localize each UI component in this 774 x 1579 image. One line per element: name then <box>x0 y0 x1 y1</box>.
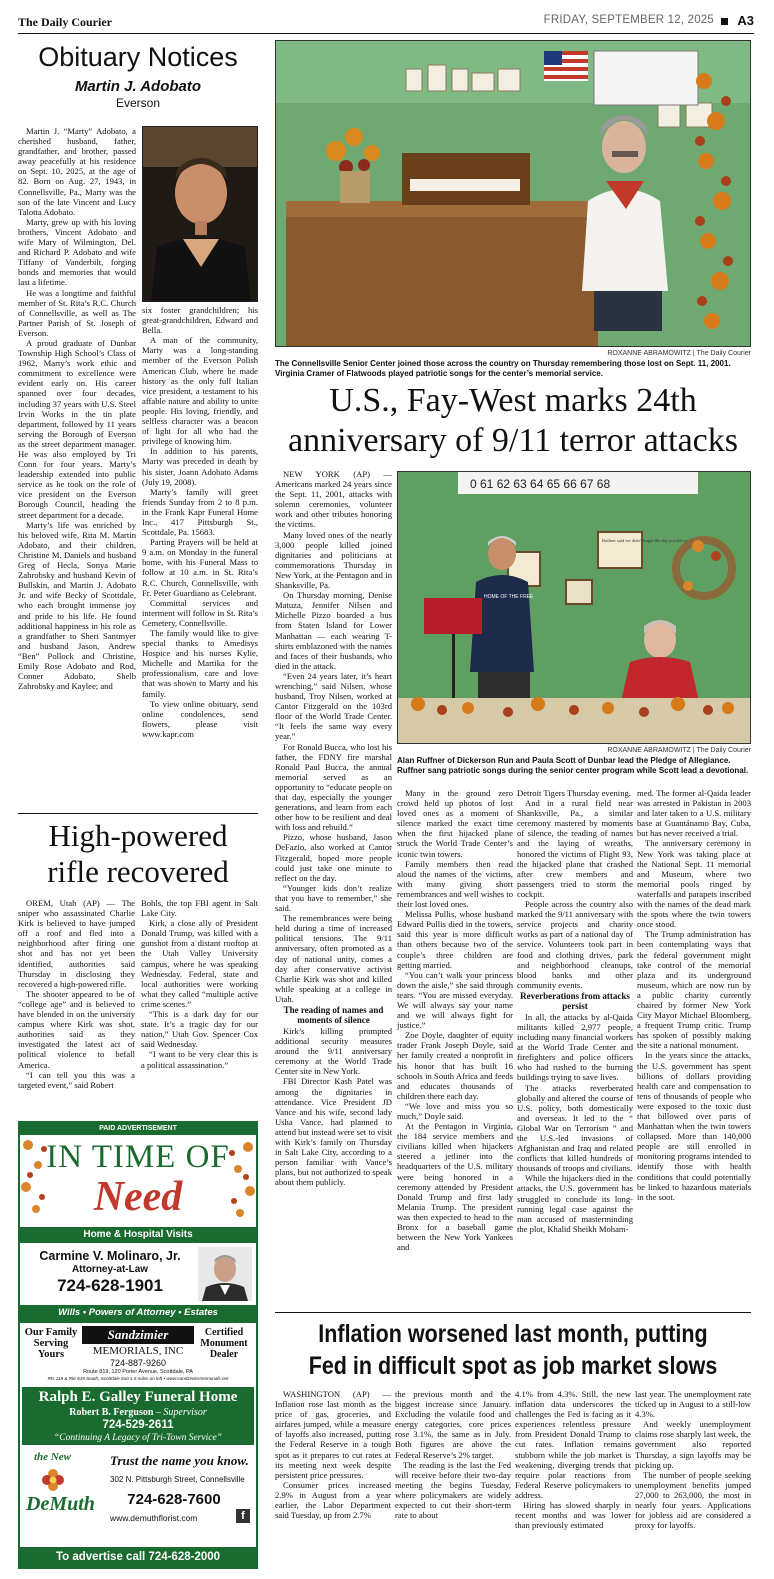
sandzimier-left: Our Family Serving Yours <box>24 1327 78 1360</box>
paragraph: The reading is the last the Fed will receive before their two-day meeting the begins Tuesday, where policymakers are widely expected to cut their short-term rate to about <box>395 1459 511 1521</box>
paragraph: OREM, Utah (AP) — The sniper who assassinated Charlie Kirk is believed to have jumped off a roof and fled into a neighborhood after firing one shot and has not yet been identified, authorities said Thursday in disclosing they recovered a high-powered rifle. <box>18 898 135 989</box>
home-visits-bar: Home & Hospital Visits <box>20 1227 256 1243</box>
paragraph: Kirk, a close ally of President Donald Trump, was killed with a gunshot from a distant rooftop at the Utah Valley University campus, where he was speaking Wednesday. Federal, state and local authorities were working what they called “multiple active crime scenes.” <box>141 918 258 1009</box>
lawyer-title: Attorney-at-Law <box>71 1264 149 1275</box>
galley-supervisor-line <box>22 1407 254 1418</box>
paragraph: Many in the ground zero crowd held up photos of lost loved ones as a moment of silence marked the exact time when the first hijacked plane struck the World Trade Center’s iconic twin towers. <box>397 788 513 859</box>
paragraph: Family members then read aloud the names of the victims, with many giving short remembrances and well wishes to their lost loved ones. <box>397 858 513 910</box>
flag-icon <box>544 51 588 81</box>
inflation-col3 <box>515 1389 631 1530</box>
paragraph: The Trump administration has been contemplating ways that the federal government might take control of the memorial plaza and its underground museum, which are now run by a public charity currently chaired by former New York City Mayor Michael Bloomberg, a frequent Trump critic. Trump has spoken of possibly making the site a national monument. <box>637 929 751 1051</box>
demuth-address: 302 N. Pittsburgh Street, Connellsville <box>110 1475 245 1484</box>
paragraph: “This is a dark day for our state. It’s a tragic day for our nation,” Utah Gov. Spencer Cox said Wednesday. <box>141 1009 258 1050</box>
obituary-col1 <box>18 126 136 691</box>
lawyer-portrait <box>198 1247 252 1301</box>
masthead-rule <box>18 33 754 34</box>
paragraph: “Younger kids don’t realize that you have to remember,” she said. <box>275 882 392 914</box>
paragraph: Detroit Tigers Thursday evening. <box>517 788 631 798</box>
demuth-phone[interactable]: 724-628-7600 <box>127 1491 221 1508</box>
demuth-tagline: Trust the name you know. <box>110 1453 249 1468</box>
section-divider <box>18 813 258 814</box>
page-number: A3 <box>737 13 754 28</box>
galley-ad <box>20 1385 256 1447</box>
demuth-web[interactable]: www.demuthflorist.com <box>110 1513 198 1523</box>
galley-name: Ralph E. Galley Funeral Home <box>38 1389 238 1405</box>
paragraph: Parting Prayers will be held at 9 a.m. on Monday in the funeral home, with his Funeral Mass to follow at 10 a.m. in St. Rita’s R.C. Church, Connellsville, with Fr. Peter Guardiano as Celebrant. <box>142 537 258 598</box>
paragraph: He was a longtime and faithful member of St. Rita’s R.C. Church of Connellsville, as well as The Partner Parish of St. Joseph of Everson. <box>18 287 136 338</box>
paragraph: A man of the community, Marty was a long-standing member of the Everson Polish American Club, where he made history as the only full Italian vice president, a testament to his affable nature and ability to unite people. His loving, friendly, and selfless character was a beacon of light for all who had the privilege of knowing him. <box>142 335 258 447</box>
masthead <box>18 12 754 32</box>
galley-phone[interactable]: 724-529-2611 <box>102 1419 174 1431</box>
paragraph: The shooter appeared to be of “college age” and is believed to have blended in on the university campus where Kirk was shot, authorities said as they investigated the latest act of political violence to befall America. <box>18 988 135 1070</box>
paragraph: Hiring has slowed sharply in recent months and was lower than previously estimated <box>515 1500 631 1531</box>
obituary-section <box>18 40 258 810</box>
paragraph: The attacks reverberated globally and altered the course of U.S. policy, both domestically and overseas. It led to the “ Global War on Terrorism ” and the U.S.-led invasions of Afghanistan and Iraq and related conflicts that killed hundreds of thousands of troops and civilians. <box>517 1082 633 1174</box>
inflation-headline: Inflation worsened last month, putting Fed in difficult spot as job market slows <box>308 1320 718 1380</box>
obituary-town: Everson <box>115 96 161 110</box>
lawyer-name: Carmine V. Molinaro, Jr. <box>39 1249 181 1263</box>
paragraph: In addition to his parents, Marty was preceded in death by his sister, Joann Adobato Adams (July 19, 2008). <box>142 446 258 487</box>
paragraph: Marty’s life was enriched by his beloved wife, Rita M. Martin Adobato, and their children, Christine M. Daniels and husband Greg of Hecla, Sonya Marie Zahrobsky and husband Kevin of Bullskin, and Martin J. Adobato Jr. and wife Becky of Scottdale, who each brought immense joy and pride to his life. He found additional happiness in his role as a grandfather to Sheri Santmyer and husband Jason, Andrew “Ben” Pollock and Christine, Emily Rose Adobato and Rod, Conner Adobato, Shelb Zahrobsky and Kaylee; and <box>18 519 136 692</box>
flower-icon <box>38 1465 68 1495</box>
subhead: Reverberations from attacks persist <box>520 990 630 1011</box>
paragraph: Melissa Pullis, whose husband Edward Pullis died in the towers, said this year is more difficult than others because two of the couple’s three children are getting married. <box>397 909 513 970</box>
paid-ad-banner: PAID ADVERTISEMENT <box>20 1123 256 1135</box>
paragraph: NEW YORK (AP) — Americans marked 24 years since the Sept. 11, 2001, attacks with solemn ceremonies, volunteer work and other tributes honoring the victims. <box>275 469 392 530</box>
obituary-col2 <box>142 305 258 739</box>
paragraph: In all, the attacks by al-Qaida militants killed 2,977 people, including many financial workers at the World Trade Center and firefighters and police officers who had rushed to the burning buildings trying to save lives. <box>517 1011 633 1083</box>
paragraph: Committal services and interment will follow in St. Rita’s Cemetery, Connellsville. <box>142 597 258 628</box>
galley-supervisor-title: – Supervisor <box>155 1407 207 1418</box>
paragraph: At the Pentagon in Virginia, the 184 service members and civilians killed when hijackers steered a jetliner into the headquarters of the U.S. military were being honored in a ceremony attended by President Donald Trump and first lady Melania Trump. The president was then expected to head to the Bronx for a baseball game between the New York Yankees and <box>397 1121 513 1253</box>
paragraph: Marty’s family will greet friends Sunday from 2 to 8 p.m. in the Frank Kapr Funeral Home Inc., 417 Pittsburgh St., Scottdale, Pa. 15683. <box>142 486 258 538</box>
sandzimier-phone[interactable]: 724-887-9260 <box>109 1358 167 1368</box>
rifle-col2 <box>141 898 258 1070</box>
demuth-logo: DeMuth <box>26 1493 95 1515</box>
inflation-col2 <box>395 1389 511 1520</box>
shirt-text: HOME OF THE FREE <box>484 594 534 600</box>
paragraph: FBI Director Kash Patel was among the dignitaries in attendance. Vice President JD Vance and his wife, second lady Usha Vance, had planned to attend but instead were set to visit with Kirk’s family on Thursday in Salt Lake City, according to a person familiar with Vance’s plans, but not authorized to speak about them publicly. <box>275 1076 392 1188</box>
advertisement-block <box>18 1121 258 1569</box>
paragraph: Kirk’s killing prompted additional security measures around the 9/11 anniversary ceremony at the World Trade Center site in New York. <box>275 1025 392 1077</box>
paragraph: And in a rural field near Shanksville, Pa., a similar ceremony mastered by moments of silence, the reading of names and the laying of wreaths, honored the victims of Flight 93, the hijacked plane that crashed after crew members and passengers tried to storm the cockpit. <box>517 798 633 899</box>
sandzimier-right: Certified Monument Dealer <box>200 1327 248 1360</box>
photo-pledge-of-allegiance <box>397 471 751 744</box>
sandzimier-ad <box>20 1321 256 1385</box>
paragraph: Bohls, the top FBI agent in Salt Lake City. <box>141 898 258 919</box>
sept11-col3 <box>517 788 633 1234</box>
paragraph: “Even 24 years later, it’s heart wrenching,” said Nilsen, whose husband, Troy Nilsen, worked at Cantor Fitzgerald on the 103rd floor of the World Trade Center. “It feels the same way every year.” <box>275 670 392 742</box>
paragraph: On Thursday morning, Denise Matuza, Jennifer Nilsen and Michelle Pizzo boarded a bus from Staten Island for Lower Manhattan — each wearing T-shirts emblazoned with the names and faces of their husbands, who died in the attack. <box>275 590 392 671</box>
lawyer-ad <box>20 1243 256 1321</box>
sandzimier-memorials: MEMORIALS, INC <box>92 1345 184 1357</box>
wall-poster: Ruffner said we didn't forget the day you left us <box>602 538 689 543</box>
paragraph: In the years since the attacks, the U.S. government has spent billions of dollars providing health care and compensation to tens of thousands of people who were exposed to the toxic dust that billowed over parts of Manhattan when the twin towers collapsed. More than 140,000 people are still enrolled in monitoring programs intended to identify those with health conditions that could potentially be linked to hazardous materials in the soot. <box>637 1050 751 1202</box>
paragraph: six foster grandchildren; his great-grandchildren, Edward and Bella. <box>142 305 258 336</box>
facebook-icon[interactable]: f <box>236 1509 250 1523</box>
in-time-of-title: IN TIME OF <box>46 1139 230 1175</box>
paragraph: “We love and miss you so much,” Doyle said. <box>397 1100 513 1121</box>
lawyer-services: Wills • Powers of Attorney • Estates <box>20 1305 256 1321</box>
section-title: Obituary Notices <box>38 42 238 72</box>
paragraph: last year. The unemployment rate ticked up in August to a still-low 4.3%. <box>635 1389 751 1420</box>
photo2-caption: Alan Ruffner of Dickerson Run and Paula Scott of Dunbar lead the Pledge of Allegiance. Ruffner sang patriotic songs during the senior center program while Scott lead a devotional. <box>397 756 749 775</box>
sandzimier-directions: Rts 119 & Rte 819 South, Scottdale Exit 1.5 miles on left • www.sandzimiermemorials.net <box>47 1376 229 1381</box>
photo2-credit: ROXANNE ABRAMOWITZ | The Daily Courier <box>607 747 751 754</box>
obituary-name: Martin J. Adobato <box>74 78 202 95</box>
advertise-bar[interactable]: To advertise call 724-628-2000 <box>20 1547 256 1567</box>
paragraph: For Ronald Bucca, who lost his father, the FDNY fire marshal Ronald Paul Bucca, the annual memorial served as an opportunity to “educate people on that day, especially the younger generations, and learn from each other how to be resilient and deal with loss and rebuild.” <box>275 741 392 833</box>
paragraph: The anniversary ceremony in New York was taking place at the National Sept. 11 memorial and Museum, where two memorial pools ringed by waterfalls and parapets inscribed with the names of the dead mark the spots where the twin towers once stood. <box>637 838 751 930</box>
paragraph: Consumer prices increased 2.9% in August from a year earlier, the Labor Department said Tuesday, up from 2.7% <box>275 1479 391 1521</box>
number-strip: 0 61 62 63 64 65 66 67 68 <box>470 477 611 491</box>
photo-senior-center-piano <box>275 40 751 347</box>
sept11-col2 <box>397 788 513 1252</box>
rifle-col1 <box>18 898 135 1090</box>
rifle-headline: High-powered rifle recovered <box>47 818 229 889</box>
paragraph: The number of people seeking unemployment benefits jumped 27,000 to 263,000, the most in nearly four years. Applications for jobless aid are considered a proxy for layoffs. <box>635 1469 751 1531</box>
sept11-col1 <box>275 469 392 1187</box>
sept11-headline: U.S., Fay-West marks 24th anniversary of 9/11 terror attacks <box>287 382 738 459</box>
paragraph: To view online obituary, send online condolences, send flowers, please visit www.kapr.com <box>142 698 258 739</box>
page-square-icon <box>721 18 728 25</box>
lawyer-phone[interactable]: 724-628-1901 <box>57 1276 163 1295</box>
paragraph: People across the country also marked the 9/11 anniversary with service projects and charity works as part of a national day of service. Volunteers took part in food and clothing drives, park and neighborhood cleanups, blood banks and other community events. <box>517 899 633 990</box>
demuth-ad <box>20 1447 256 1533</box>
paragraph: The remembrances were being held during a time of increased political tensions. The 9/11 anniversary, often promoted as a day of national unity, comes a day after conservative activist Charlie Kirk was shot and killed while speaking at a college in Utah. <box>275 913 392 1004</box>
paper-name: The Daily Courier <box>18 15 112 29</box>
obituary-portrait <box>142 126 258 302</box>
galley-slogan: “Continuing A Legacy of Tri-Town Service” <box>54 1433 222 1443</box>
galley-supervisor: Robert B. Ferguson <box>69 1407 154 1418</box>
paragraph: “You can’t walk your princess down the aisle,” she said through tears. “You are missed everyday. We will always say your name and we will always fight for justice.” <box>397 969 513 1031</box>
paragraph: the previous month and the biggest increase since January. Excluding the volatile food and energy categories, core prices rose 3.1%, the same as in July. Both figures are above the Federal Reserve’s 2% target. <box>395 1389 511 1460</box>
inflation-col1 <box>275 1389 391 1520</box>
paragraph: 4.1% from 4.3%. Still, the new inflation data underscores the challenges the Fed is facing as it experiences relentless pressure from President Donald Trump to cut rates. Inflation remains stubborn while the job market is weakening, diverging trends that require polar reactions from Federal Reserve policymakers to address. <box>515 1389 631 1500</box>
inflation-col4 <box>635 1389 751 1530</box>
paragraph: Zoe Doyle, daughter of equity trader Frank Joseph Doyle, said her family created a nonprofit in his honor that has built 16 schools in South Africa and feeds and educates thousands of children there each day. <box>397 1030 513 1101</box>
paragraph: med. The former al-Qaida leader was arrested in Pakistan in 2003 and later taken to a U.S. military base at Guantánamo Bay, Cuba, but has never received a trial. <box>637 788 751 839</box>
paragraph: WASHINGTON (AP) — Inflation rose last month as the price of gas, groceries, and airfares jumped, while a measure of layoffs also increased, putting the Federal Reserve in a tough spot as it prepares to cut rates at its meeting next week despite persistent price pressures. <box>275 1389 391 1480</box>
paragraph: Many loved ones of the nearly 3,000 people killed joined dignitaries and politicians at commemorations Thursday in New York, at the Pentagon and in Shanksville, Pa. <box>275 529 392 591</box>
sandzimier-name: Sandzimier <box>82 1326 194 1344</box>
paragraph: “I want to be very clear this is a political assassination.” <box>141 1049 258 1070</box>
paragraph: “I can tell you this was a targeted event,” said Robert <box>18 1069 135 1090</box>
paragraph: Marty, grew up with his loving brothers, Vincent Adobato and wife Mary of Wilmington, Del. and Richard P. Adobato and wife Tiffany of Vanderbilt, forging bonds and memories that would last a lifetime. <box>18 216 136 288</box>
paragraph: The family would like to give special thanks to Amedisys Hospice and his nurses Kylie, Michelle and Martika for the professionalism, care and love that was shown to Marty and his family. <box>142 628 258 699</box>
paragraph: And weekly unemployment claims rose sharply last week, the government also reported Thursday, a sign layoffs may be picking up. <box>635 1419 751 1470</box>
paragraph: Pizzo, whose husband, Jason DeFazio, also worked at Cantor Fitzgerald, hoped more people could just take one minute to reflect on the day. <box>275 832 392 883</box>
subhead: The reading of names and moments of silence <box>283 1004 384 1025</box>
need-title: Need <box>93 1174 183 1220</box>
demuth-the-new: the New <box>34 1451 71 1463</box>
paragraph: A proud graduate of Dunbar Township High School’s Class of 1962, Marty’s work ethic and commitment to excellence were evident early on. His career spanned over four decades, including 37 years with U.S. Steel Irvin Works in the tin plate department, followed by 11 years serving the Borough of Everson as the street department manager. He was also employed by Tri Conn for four years. Marty’s leadership extended into public service as he took on the role of vice president on the Everson Borough Council, heading the street department for a decade. <box>18 337 136 520</box>
section-divider <box>275 1312 751 1313</box>
paragraph: Martin J. “Marty” Adobato, a cherished husband, father, grandfather, and brother, passed away peacefully at his residence on Sept. 10, 2025, at the age of 82. Born on Aug. 27, 1943, in Connellsville, Pa., Marty was the son of the late Vincent and Lucy Talotta Adobato. <box>18 126 136 217</box>
issue-date: FRIDAY, SEPTEMBER 12, 2025 <box>543 14 714 26</box>
paragraph: While the hijackers died in the attacks, the U.S. government has struggled to conclude its long-running legal case against the man accused of masterminding the plot, Khalid Sheikh Moham- <box>517 1173 633 1234</box>
rifle-article <box>18 818 258 1108</box>
in-time-of-need <box>20 1135 256 1227</box>
photo1-caption: The Connellsville Senior Center joined those across the country on Thursday remembering those lost on Sept. 11, 2001. Virginia Cramer of Flatwoods played patriotic songs for the center’s memorial service. <box>275 359 731 378</box>
sandzimier-address: Route 819, 120 Porter Avenue, Scottdale, PA <box>83 1369 193 1375</box>
sept11-col4 <box>637 788 751 1202</box>
photo1-credit: ROXANNE ABRAMOWITZ | The Daily Courier <box>607 350 751 357</box>
